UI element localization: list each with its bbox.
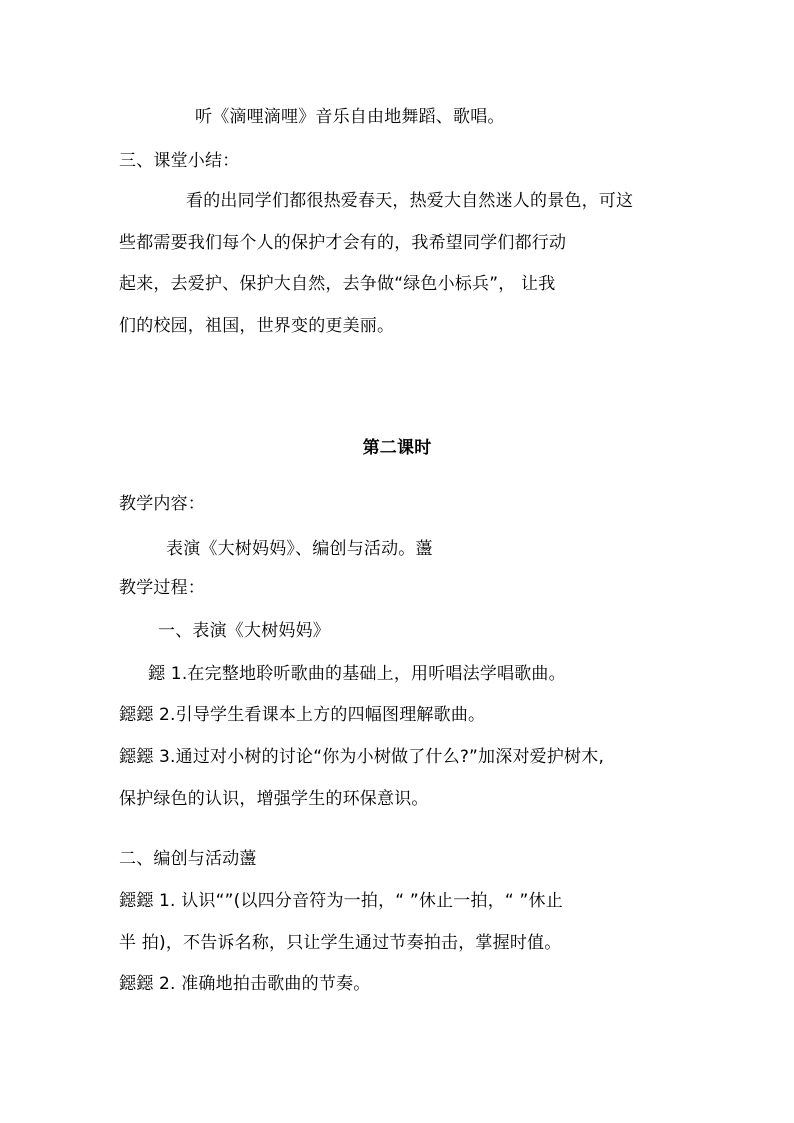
summary-intro-line: 听《滴哩滴哩》音乐自由地舞蹈、歌唱。 bbox=[195, 107, 505, 127]
summary-line-1: 看的出同学们都很热爱春天，热爱大自然迷人的景色，可这 bbox=[186, 191, 634, 211]
content-label: 教学内容： bbox=[119, 494, 205, 514]
lesson-2-title: 第二课时 bbox=[362, 438, 432, 458]
summary-line-3: 起来，去爱护、保护大自然，去争做“绿色小标兵”， 让我 bbox=[119, 274, 556, 294]
part-1-item-1: 鐚 1.在完整地聆听歌曲的基础上，用听唱法学唱歌曲。 bbox=[148, 664, 566, 684]
process-label: 教学过程： bbox=[119, 578, 205, 598]
content-text: 表演《大树妈妈》、编创与活动。蘯 bbox=[166, 539, 433, 559]
summary-line-2: 些都需要我们每个人的保护才会有的，我希望同学们都行动 bbox=[119, 233, 567, 253]
part-1-item-2: 鐚鐚 2.引导学生看课本上方的四幅图理解歌曲。 bbox=[119, 705, 486, 725]
part-1-heading: 一、表演《大树妈妈》 bbox=[158, 621, 330, 641]
part-2-item-2: 鐚鐚 2. 准确地拍击歌曲的节奏。 bbox=[119, 974, 371, 994]
part-2-heading: 二、编创与活动蘯 bbox=[119, 849, 257, 869]
summary-line-4: 们的校园，祖国，世界变的更美丽。 bbox=[119, 316, 395, 336]
part-1-item-3-continued: 保护绿色的认识，增强学生的环保意识。 bbox=[119, 789, 429, 809]
part-1-item-3: 鐚鐚 3.通过对小树的讨论“你为小树做了什么?”加深对爱护树木, bbox=[119, 747, 605, 767]
part-2-item-1-continued: 半 拍)，不告诉名称，只让学生通过节奏拍击，掌握时值。 bbox=[119, 933, 562, 953]
part-2-item-1: 鐚鐚 1. 认识“”(以四分音符为一拍，“ ”休止一拍，“ ”休止 bbox=[119, 891, 563, 911]
section-3-heading: 三、课堂小结： bbox=[119, 151, 240, 171]
